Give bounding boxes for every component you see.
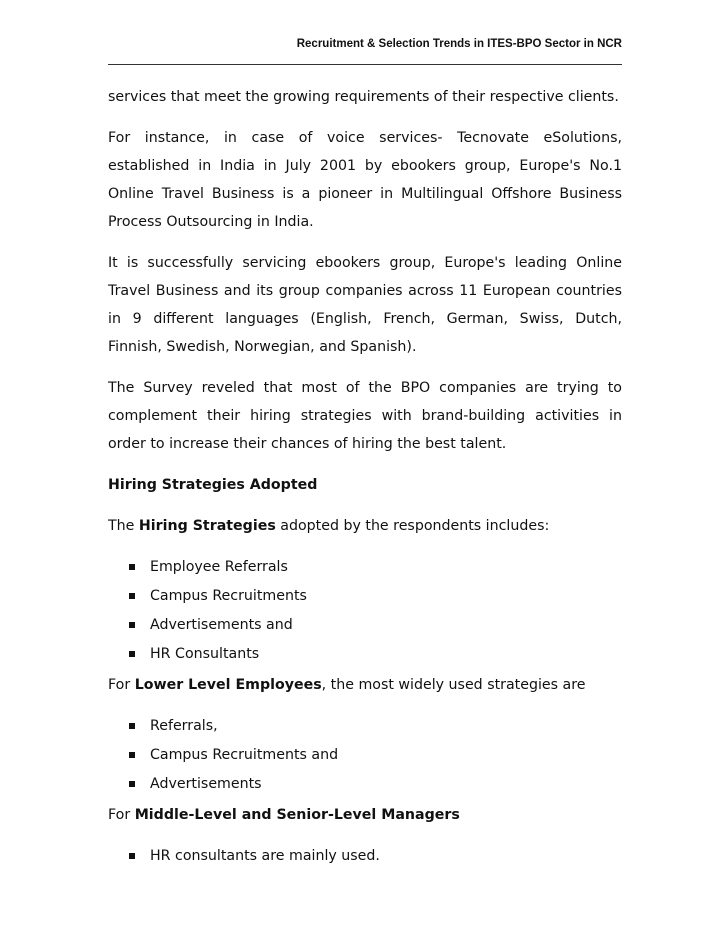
lower-intro-bold: Lower Level Employees bbox=[134, 677, 322, 693]
hiring-intro bbox=[108, 512, 622, 540]
paragraph-1: services that meet the growing requirements of their respective clients. bbox=[108, 89, 619, 105]
middle-intro-bold: Middle-Level and Senior-Level Managers bbox=[134, 807, 460, 823]
list-item-text: Employee Referrals bbox=[150, 559, 288, 575]
bullet-square-icon bbox=[129, 752, 135, 758]
list-item bbox=[108, 611, 622, 640]
middle-intro-prefix: For bbox=[108, 807, 135, 823]
bullet-square-icon bbox=[129, 723, 135, 729]
list-item-text: Campus Recruitments and bbox=[150, 747, 339, 763]
lower-intro-prefix: For bbox=[108, 677, 135, 693]
list-item-text: Advertisements bbox=[150, 776, 262, 792]
document-body bbox=[108, 83, 622, 873]
bullet-square-icon bbox=[129, 853, 135, 859]
lower-intro bbox=[108, 671, 622, 699]
list-item bbox=[108, 770, 622, 799]
bullet-square-icon bbox=[129, 651, 135, 657]
hiring-list bbox=[108, 553, 622, 669]
list-item bbox=[108, 712, 622, 741]
paragraph-2: For instance, in case of voice services- Tecnovate eSolutions, established in India in July 2001 by ebookers group, Europe's No.1 Online Travel Business is a pioneer in Multilingual Offshore Business Process Outsourcing in India. bbox=[108, 130, 622, 230]
list-item bbox=[108, 741, 622, 770]
paragraph-3: It is successfully servicing ebookers group, Europe's leading Online Travel Business and its group companies across 11 European countries in 9 different languages (English, French, German, Swiss, Dutch, Finnish, Swedish, Norwegian, and Spanish). bbox=[108, 255, 622, 355]
list-item bbox=[108, 553, 622, 582]
middle-list bbox=[108, 842, 622, 871]
list-item bbox=[108, 640, 622, 669]
list-item bbox=[108, 582, 622, 611]
header-rule bbox=[108, 64, 622, 65]
paragraph-4: The Survey reveled that most of the BPO companies are trying to complement their hiring strategies with brand-building activities in order to increase their chances of hiring the best talent. bbox=[108, 380, 622, 452]
bullet-square-icon bbox=[129, 622, 135, 628]
list-item-text: Advertisements and bbox=[150, 617, 293, 633]
hiring-intro-prefix: The bbox=[108, 518, 139, 534]
hiring-intro-suffix: adopted by the respondents includes: bbox=[275, 518, 550, 534]
list-item bbox=[108, 842, 622, 871]
running-header: Recruitment & Selection Trends in ITES-BPO Sector in NCR bbox=[296, 38, 622, 50]
hiring-intro-bold: Hiring Strategies bbox=[138, 518, 276, 534]
bullet-square-icon bbox=[129, 593, 135, 599]
list-item-text: HR Consultants bbox=[150, 646, 260, 662]
bullet-square-icon bbox=[129, 564, 135, 570]
list-item-text: Campus Recruitments bbox=[150, 588, 307, 604]
lower-intro-suffix: , the most widely used strategies are bbox=[321, 677, 586, 693]
middle-intro bbox=[108, 801, 622, 829]
bullet-square-icon bbox=[129, 781, 135, 787]
list-item-text: Referrals, bbox=[150, 718, 218, 734]
lower-list bbox=[108, 712, 622, 799]
section-heading: Hiring Strategies Adopted bbox=[108, 477, 318, 493]
list-item-text: HR consultants are mainly used. bbox=[150, 848, 380, 864]
